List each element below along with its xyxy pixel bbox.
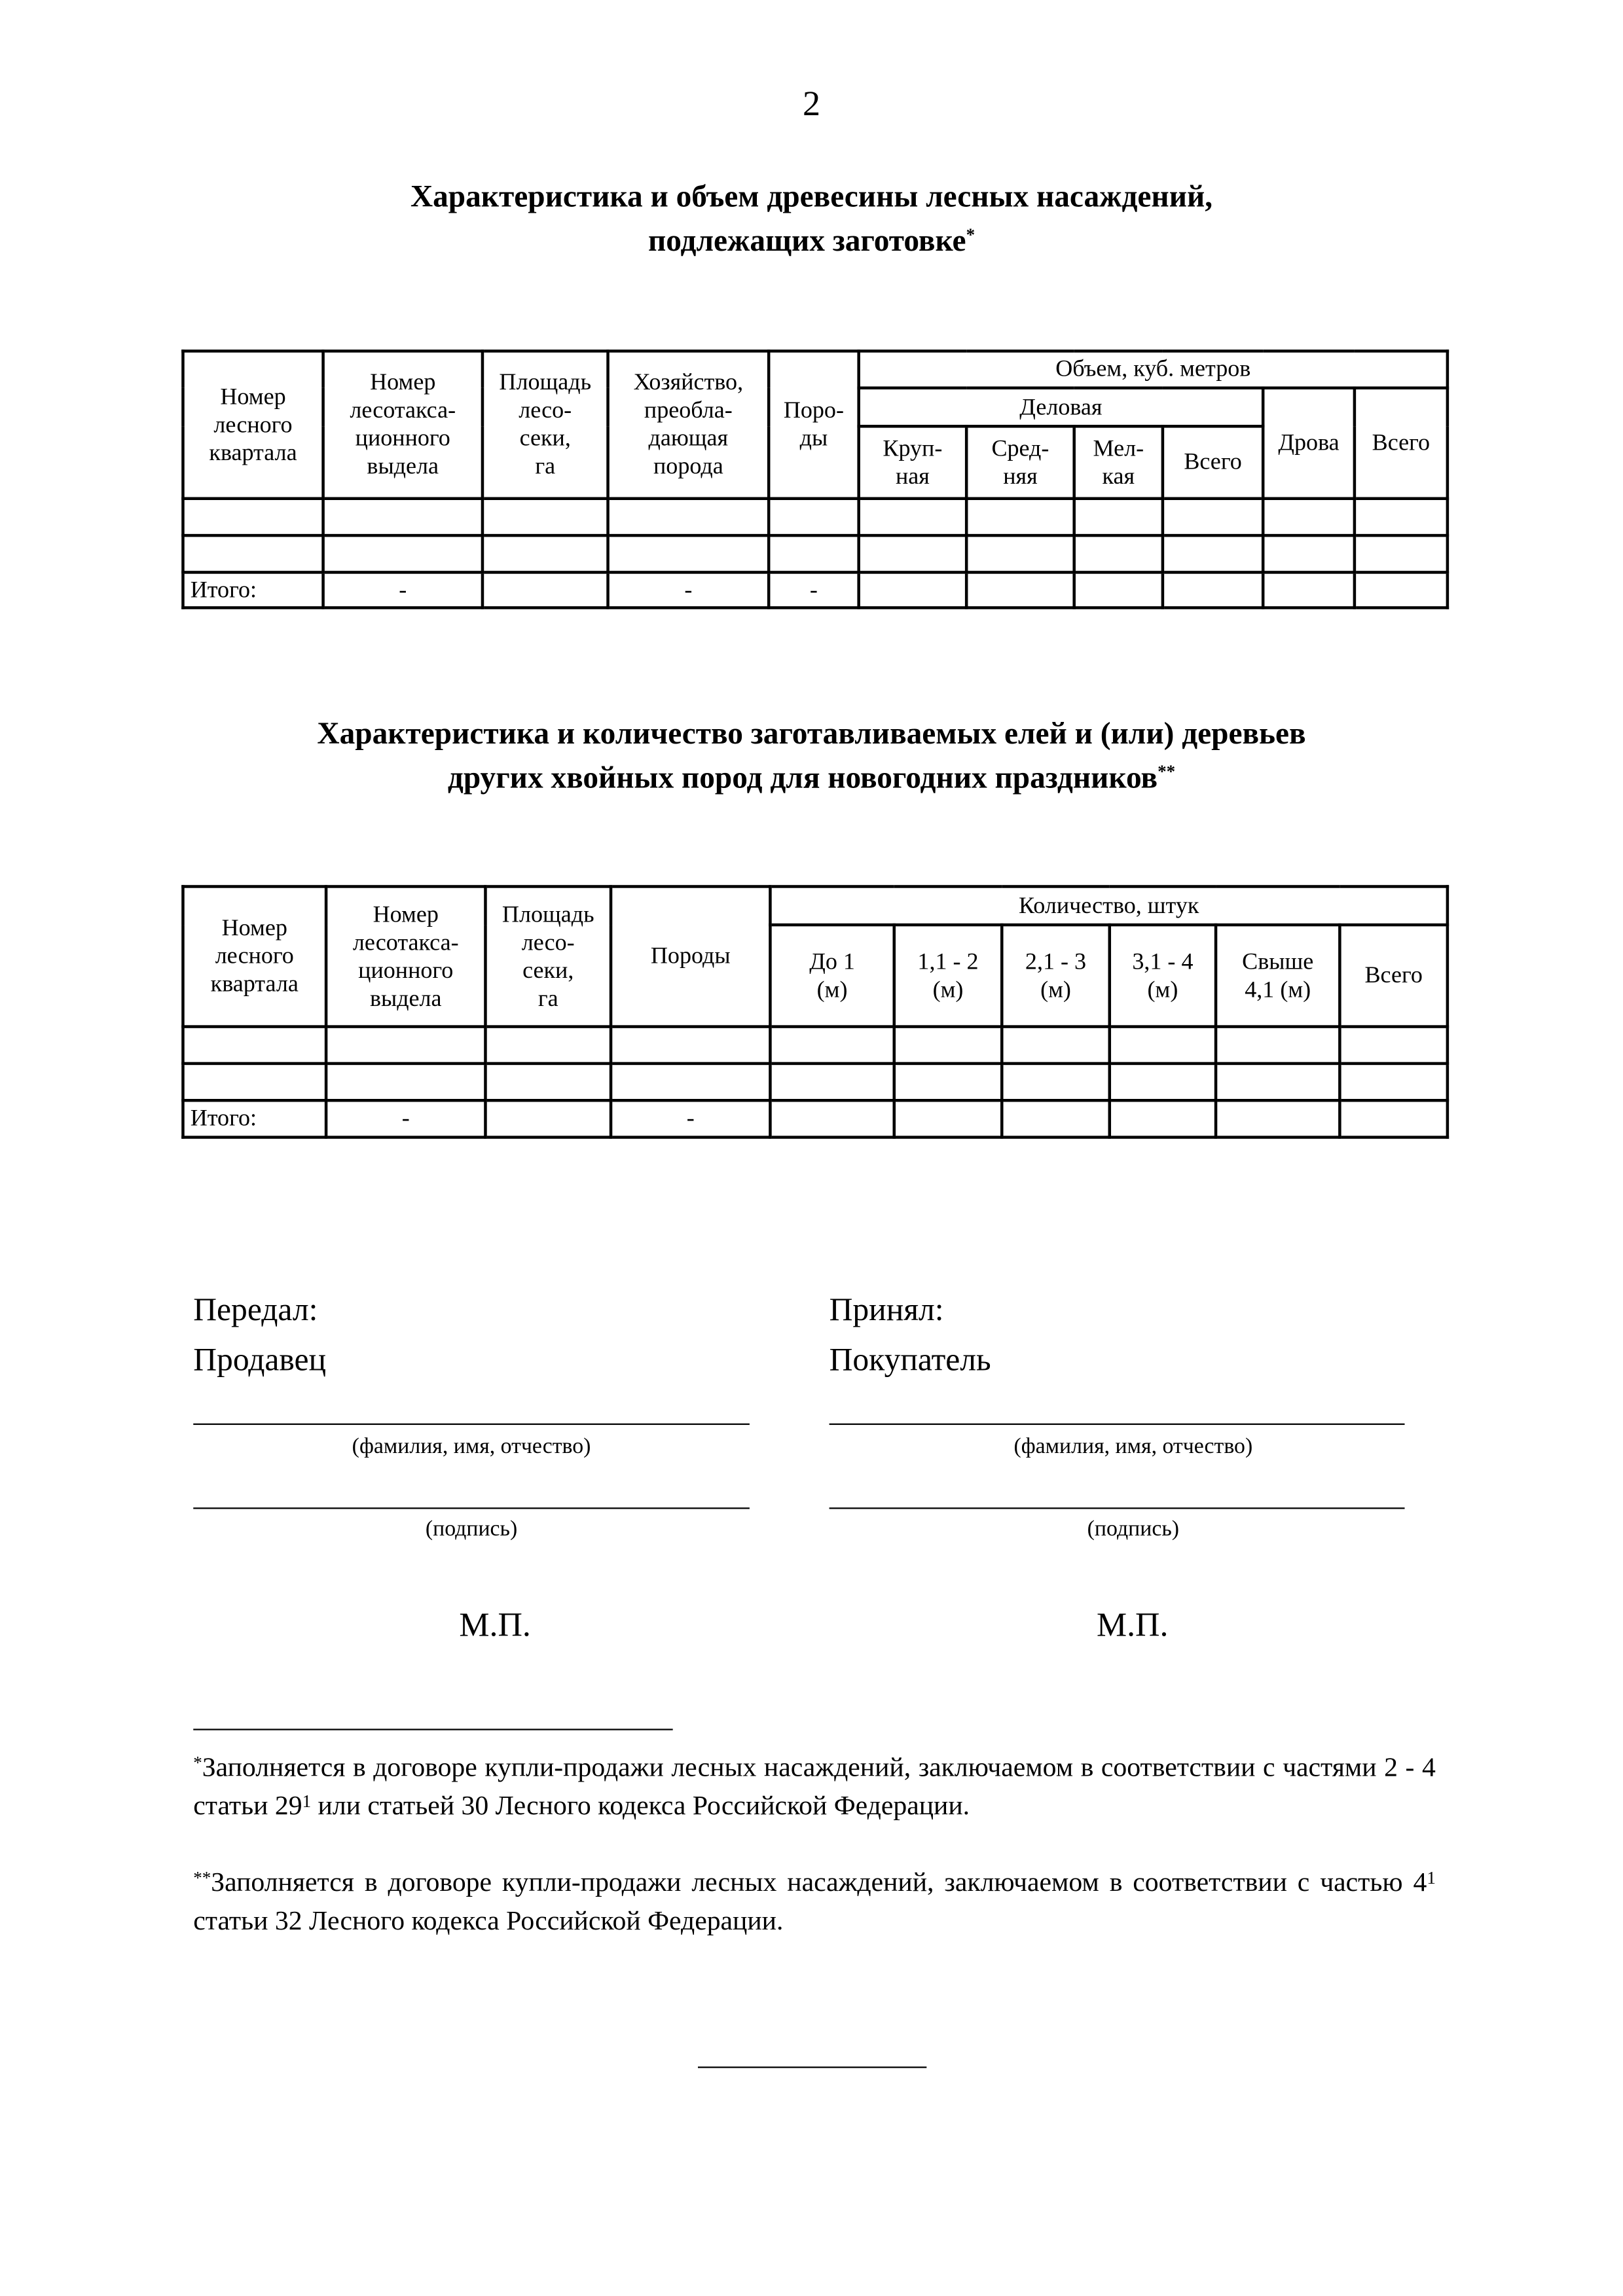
header-line: Хозяйство, [633, 370, 744, 395]
seller-label: Продавец [193, 1340, 327, 1378]
header-size [770, 925, 894, 1027]
header-line: квартала [210, 972, 299, 997]
header-total: Всего [1355, 388, 1448, 499]
seller-signature-caption: (подпись) [425, 1518, 518, 1542]
header-size [1216, 925, 1340, 1027]
buyer-block [830, 1285, 991, 1385]
total-row [183, 1100, 1448, 1137]
footnote-2 [193, 1865, 1436, 1941]
header-line: лесного [215, 944, 294, 969]
section2-title-line2 [0, 755, 1623, 800]
seller-block [193, 1285, 326, 1385]
header-area [483, 351, 608, 498]
section2-title-line1: Характеристика и количество заготавливаемых елей и (или) деревьев [317, 715, 1306, 751]
total-cell: - [611, 1100, 770, 1137]
header-line: (м) [1147, 977, 1178, 1003]
header-quantity: Количество, штук [770, 886, 1448, 925]
footnote-mark: ** [1158, 761, 1176, 782]
total-cell [859, 572, 967, 607]
header-line: преобла- [644, 398, 733, 423]
header-total: Всего [1340, 925, 1448, 1027]
total-cell [1074, 572, 1163, 607]
footnote-text: Заполняется в договоре купли-продажи лесных насаждений, заключаемом в соответствии с частью 4 [211, 1869, 1427, 1899]
section1-title-line1: Характеристика и объем древесины лесных насаждений, [410, 178, 1213, 214]
header-line: Номер [373, 902, 439, 927]
total-cell [1263, 572, 1355, 607]
footnote-mark: * [193, 1752, 202, 1773]
total-row [183, 572, 1447, 607]
christmas-trees-table [181, 885, 1449, 1139]
buyer-name-caption: (фамилия, имя, отчество) [1013, 1435, 1253, 1459]
header-line: выдела [369, 986, 442, 1011]
header-small [1074, 426, 1163, 498]
seller-name-line [193, 1424, 750, 1425]
total-label: Итого: [183, 572, 323, 607]
seller-name-caption: (фамилия, имя, отчество) [352, 1435, 591, 1459]
total-cell: - [323, 572, 483, 607]
header-farm-species [608, 351, 769, 498]
header-allotment-number [326, 886, 485, 1026]
total-cell [485, 1100, 611, 1137]
buyer-name-line [830, 1424, 1405, 1425]
header-line: ционного [355, 426, 450, 452]
header-quarter-number [183, 886, 326, 1026]
header-line: няя [1003, 463, 1038, 490]
header-line: 3,1 - 4 [1132, 949, 1194, 975]
header-species: Породы [611, 886, 770, 1026]
table-row [183, 499, 1447, 535]
header-size [1002, 925, 1110, 1027]
header-line: Площадь [501, 902, 594, 927]
table-row [183, 1027, 1448, 1064]
header-line: (м) [932, 977, 964, 1003]
header-line: Номер [221, 916, 287, 941]
total-cell: - [608, 572, 769, 607]
superscript: 1 [302, 1790, 312, 1812]
footnote-separator [193, 1729, 672, 1730]
header-size [1110, 925, 1216, 1027]
total-cell [770, 1100, 894, 1137]
header-business: Деловая [859, 388, 1264, 427]
buyer-label: Покупатель [829, 1340, 991, 1378]
section2-title-text: других хвойных пород для новогодних праздников [447, 759, 1158, 795]
total-cell [1163, 572, 1263, 607]
header-line: ды [799, 426, 828, 452]
header-line: секи, [519, 426, 571, 452]
header-line: кая [1102, 463, 1135, 490]
header-line: ционного [358, 958, 454, 984]
timber-volume-table [181, 350, 1449, 609]
header-line: га [538, 986, 558, 1011]
header-area [485, 886, 611, 1026]
section1-title-line2 [0, 219, 1623, 263]
header-line: Свыше [1242, 949, 1314, 975]
header-line: секи, [522, 958, 574, 984]
header-line: лесо- [519, 398, 572, 423]
header-volume: Объем, куб. метров [859, 351, 1448, 387]
header-line: Круп- [883, 435, 943, 461]
header-line: 4,1 (м) [1245, 977, 1311, 1003]
superscript: 1 [1427, 1867, 1436, 1888]
header-line: лесотакса- [352, 929, 459, 956]
header-line: выдела [367, 454, 439, 480]
header-line: лесного [213, 412, 293, 438]
header-business-total: Всего [1163, 426, 1263, 498]
header-allotment-number [323, 351, 483, 498]
header-line: Номер [370, 370, 436, 395]
footnote-1 [193, 1749, 1436, 1826]
total-label: Итого: [183, 1100, 326, 1137]
received-label: Принял: [829, 1290, 944, 1328]
header-line: квартала [209, 440, 297, 466]
header-medium [966, 426, 1074, 498]
header-line: лесо- [521, 929, 575, 956]
header-line: Площадь [499, 370, 592, 395]
buyer-stamp-place: М.П. [1096, 1606, 1169, 1643]
header-line: 2,1 - 3 [1025, 949, 1087, 975]
transferred-label: Передал: [193, 1290, 318, 1328]
total-cell: - [769, 572, 858, 607]
header-species [769, 351, 858, 498]
section2-title [0, 711, 1623, 799]
seller-signature-line [193, 1507, 750, 1509]
total-cell: - [326, 1100, 485, 1137]
footnote-mark: * [966, 224, 976, 245]
header-line: Сред- [991, 435, 1049, 461]
header-line: порода [653, 454, 723, 480]
header-size [894, 925, 1002, 1027]
total-cell [1340, 1100, 1448, 1137]
header-line: 1,1 - 2 [917, 949, 979, 975]
header-line: ная [895, 463, 930, 490]
total-cell [1216, 1100, 1340, 1137]
header-line: лесотакса- [350, 398, 456, 423]
total-cell [1110, 1100, 1216, 1137]
table-row [183, 535, 1447, 572]
total-cell [1355, 572, 1448, 607]
footnote-text: или статьей 30 Лесного кодекса Российской Федерации. [311, 1792, 970, 1822]
header-line: До 1 [809, 949, 855, 975]
header-large [859, 426, 967, 498]
total-cell [966, 572, 1074, 607]
header-line: Номер [220, 384, 286, 410]
header-line: Поро- [783, 398, 844, 423]
table-row [183, 1064, 1448, 1100]
header-quarter-number [183, 351, 323, 498]
buyer-signature-caption: (подпись) [1087, 1518, 1180, 1542]
header-line: (м) [816, 977, 848, 1003]
footnote-text: статьи 32 Лесного кодекса Российской Федерации. [193, 1907, 784, 1937]
section1-title [0, 174, 1623, 262]
total-cell [1002, 1100, 1110, 1137]
header-line: дающая [648, 426, 729, 452]
total-cell [483, 572, 608, 607]
header-line: га [535, 454, 556, 480]
section1-title-text: подлежащих заготовке [647, 223, 966, 259]
footnote-mark: ** [193, 1867, 211, 1888]
header-line: (м) [1040, 977, 1071, 1003]
footnote-text: Заполняется в договоре купли-продажи лесных насаждений, заключаемом в соответствии с частями 2 - 4 статьи 29 [193, 1753, 1436, 1822]
end-rule [698, 2066, 926, 2068]
buyer-signature-line [830, 1507, 1405, 1509]
header-line: Мел- [1093, 435, 1144, 461]
page-number: 2 [803, 85, 821, 124]
seller-stamp-place: М.П. [459, 1606, 531, 1643]
header-firewood: Дрова [1263, 388, 1355, 499]
total-cell [894, 1100, 1002, 1137]
